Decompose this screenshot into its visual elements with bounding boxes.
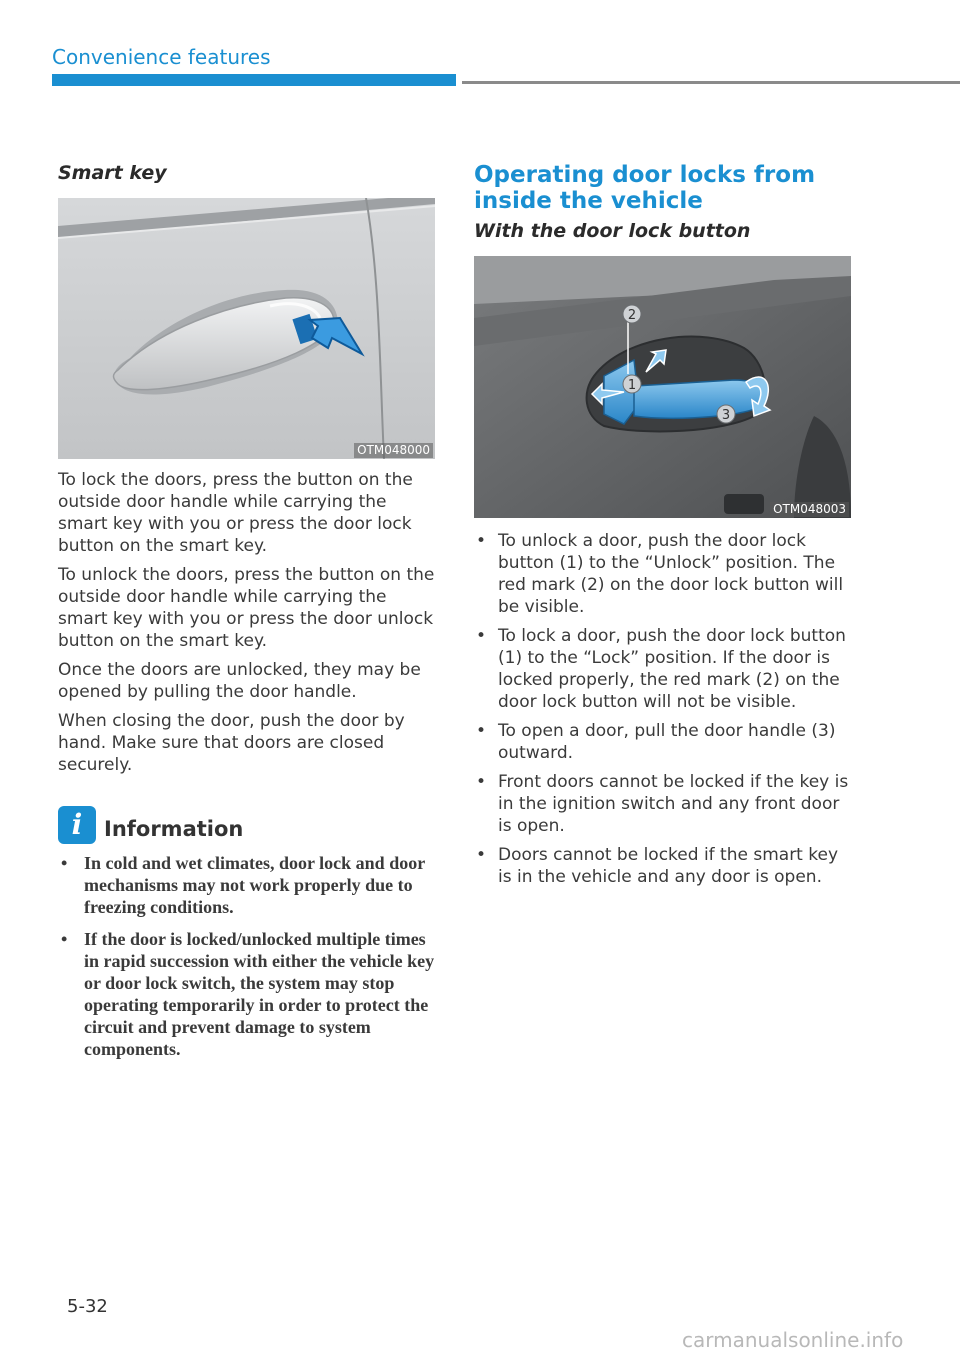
inside-door-drawing [474, 256, 851, 518]
list-item: • Front doors cannot be locked if the key is in the ignition switch and any front door is open. [474, 771, 852, 837]
smart-key-instructions [58, 469, 436, 776]
information-header [58, 806, 436, 844]
page-number: 5-32 [67, 1296, 108, 1317]
list-item: • In cold and wet climates, door lock and door mechanisms may not work properly due to freezing conditions. [58, 852, 436, 918]
information-list [58, 852, 436, 1060]
information-title: Information [104, 817, 244, 841]
callout-3: 3 [721, 408, 731, 423]
door-handle-illustration [58, 198, 435, 459]
section-header: Convenience features [52, 45, 271, 69]
list-item: • Doors cannot be locked if the smart key is in the vehicle and any door is open. [474, 844, 852, 888]
paragraph: To unlock the doors, press the button on the outside door handle while carrying the smart key with you or press the door unlock button on the smart key. [58, 565, 435, 651]
left-column [58, 158, 436, 1070]
header-rule [462, 81, 960, 84]
list-item: • To lock a door, push the door lock button (1) to the “Lock” position. If the door is locked properly, the red mark (2) on the door lock button will not be visible. [474, 625, 852, 713]
callout-2: 2 [627, 308, 637, 323]
list-item: • If the door is locked/unlocked multiple times in rapid succession with either the vehicle key or door lock switch, the system may stop operating temporarily in order to protect the circuit and prevent damage to system components. [58, 928, 436, 1060]
door-handle-drawing [58, 198, 435, 459]
paragraph: When closing the door, push the door by hand. Make sure that doors are closed securely. [58, 711, 405, 775]
callout-1: 1 [627, 378, 637, 393]
section-title: Operating door locks from inside the vehicle [474, 162, 816, 214]
list-item: • To unlock a door, push the door lock button (1) to the “Unlock” position. The red mark (2) on the door lock button will be visible. [474, 530, 852, 618]
information-icon: i [58, 806, 96, 844]
figure-code: OTM048000 [354, 443, 433, 458]
figure-code: OTM048003 [770, 502, 849, 517]
paragraph: Once the doors are unlocked, they may be opened by pulling the door handle. [58, 660, 421, 702]
list-item: • To open a door, pull the door handle (3) outward. [474, 720, 852, 764]
door-lock-instructions [474, 530, 852, 888]
inside-door-lock-illustration [474, 256, 851, 518]
header-accent-bar [52, 74, 456, 86]
smart-key-heading: Smart key [58, 162, 167, 184]
right-column [474, 158, 852, 895]
paragraph: To lock the doors, press the button on the outside door handle while carrying the smart key with you or press the door lock button on the smart key. [58, 470, 413, 556]
door-lock-button-heading: With the door lock button [474, 220, 751, 242]
watermark: carmanualsonline.info [682, 1328, 904, 1352]
